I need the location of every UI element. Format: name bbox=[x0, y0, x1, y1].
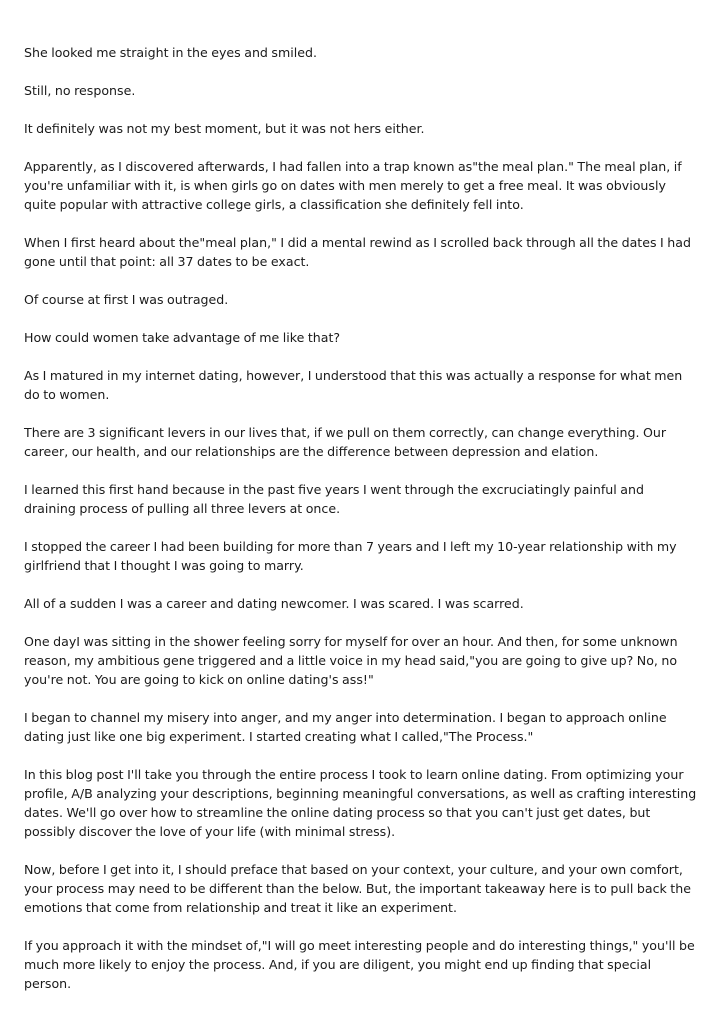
paragraph: Still, no response. bbox=[24, 83, 136, 98]
paragraph: I began to channel my misery into anger, and my anger into determination. I began to approach online dating just like one big experiment. I started creating what I called,"The Process." bbox=[24, 710, 667, 744]
paragraph: Of course at first I was outraged. bbox=[24, 292, 229, 307]
paragraph: All of a sudden I was a career and dating newcomer. I was scared. I was scarred. bbox=[24, 596, 524, 611]
paragraph: There are 3 significant levers in our lives that, if we pull on them correctly, can change everything. Our career, our health, and our relationships are the difference between depression and elation. bbox=[24, 425, 667, 459]
paragraph: How could women take advantage of me like that? bbox=[24, 330, 341, 345]
paragraph: If you approach it with the mindset of,"I will go meet interesting people and do interesting things," you'll be much more likely to enjoy the process. And, if you are diligent, you might end up finding that special person. bbox=[24, 938, 695, 991]
paragraph: She looked me straight in the eyes and smiled. bbox=[24, 45, 317, 60]
paragraph: As I matured in my internet dating, however, I understood that this was actually a response for what men do to women. bbox=[24, 368, 683, 402]
paragraph: I stopped the career I had been building for more than 7 years and I left my 10-year relationship with my girlfriend that I thought I was going to marry. bbox=[24, 539, 677, 573]
paragraph: It definitely was not my best moment, but it was not hers either. bbox=[24, 121, 425, 136]
paragraph: When I first heard about the"meal plan," I did a mental rewind as I scrolled back through all the dates I had gone until that point: all 37 dates to be exact. bbox=[24, 235, 691, 269]
paragraph: In this blog post I'll take you through the entire process I took to learn online dating. From optimizing your profile, A/B analyzing your descriptions, beginning meaningful conversations, as well as crafting interesting dates. We'll go over how to streamline the online dating process so that you can't just get dates, but possibly discover the love of your life (with minimal stress). bbox=[24, 767, 697, 839]
paragraph: I learned this first hand because in the past five years I went through the excruciatingly painful and draining process of pulling all three levers at once. bbox=[24, 482, 644, 516]
paragraph: One dayI was sitting in the shower feeling sorry for myself for over an hour. And then, for some unknown reason, my ambitious gene triggered and a little voice in my head said,"you are going to give up? No, no you're not. You are going to kick on online dating's ass!" bbox=[24, 634, 678, 687]
paragraph: Apparently, as I discovered afterwards, I had fallen into a trap known as"the meal plan." The meal plan, if you're unfamiliar with it, is when girls go on dates with men merely to get a free meal. It was obviously quite popular with attractive college girls, a classification she definitely fell into. bbox=[24, 159, 682, 212]
paragraph: Now, before I get into it, I should preface that based on your context, your culture, and your own comfort, your process may need to be different than the below. But, the important takeaway here is to pull back the emotions that come from relationship and treat it like an experiment. bbox=[24, 862, 691, 915]
